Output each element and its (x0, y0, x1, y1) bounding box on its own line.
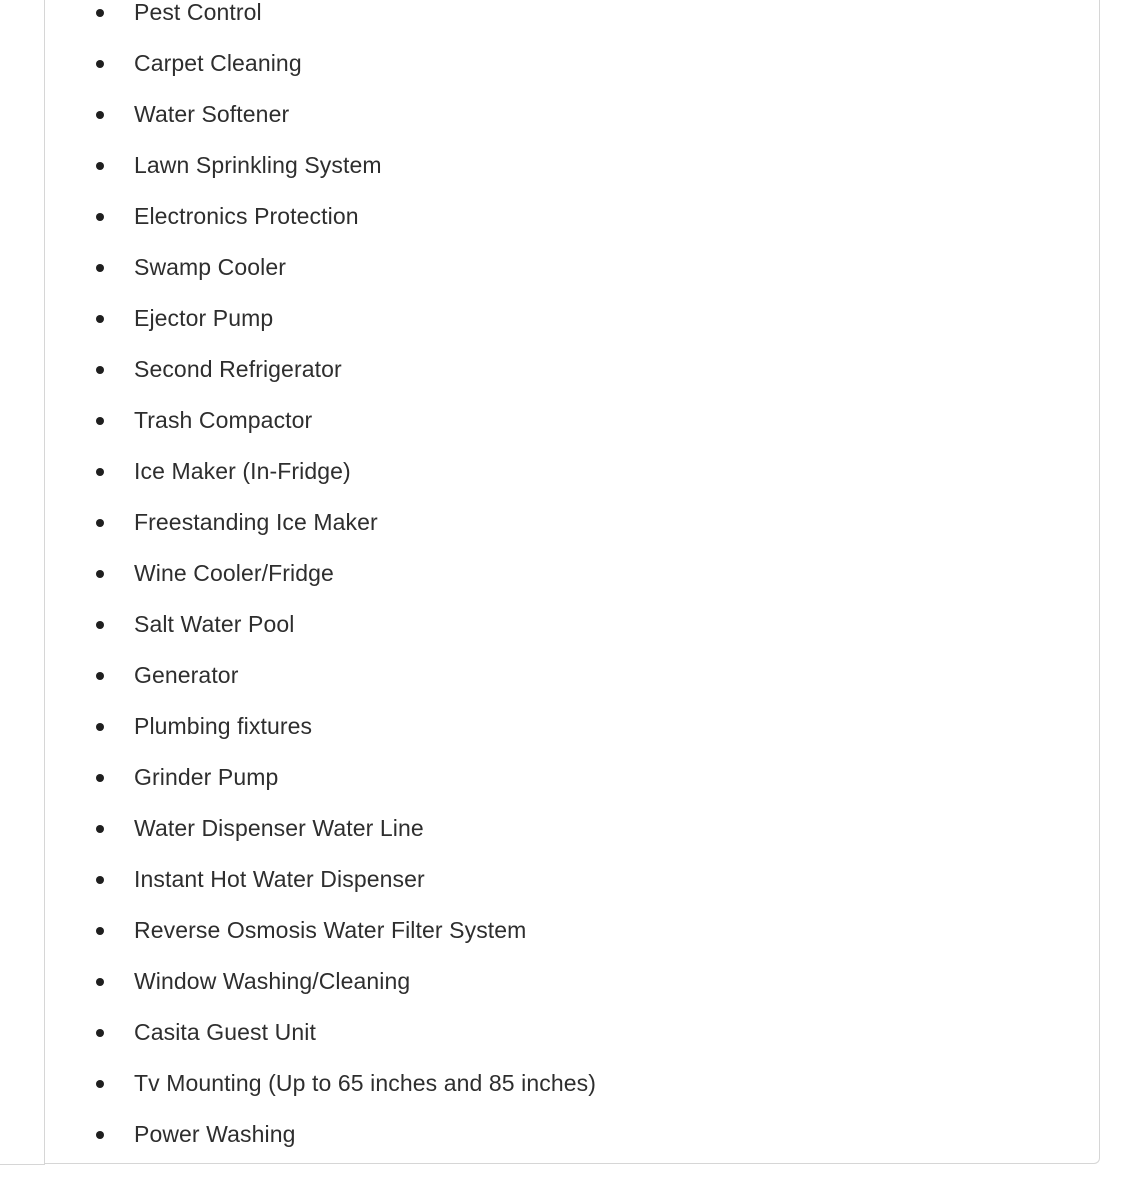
list-item-label: Plumbing fixtures (134, 713, 313, 739)
bullet-icon (96, 213, 104, 221)
list-item-label: Electronics Protection (134, 203, 359, 229)
bullet-icon (96, 1029, 104, 1037)
list-item-label: Swamp Cooler (134, 254, 287, 280)
bullet-icon (96, 519, 104, 527)
list-item-label: Lawn Sprinkling System (134, 152, 382, 178)
bullet-icon (96, 927, 104, 935)
bullet-icon (96, 60, 104, 68)
list-item-label: Water Softener (134, 101, 290, 127)
bullet-icon (96, 774, 104, 782)
bullet-icon (96, 417, 104, 425)
list-item-label: Power Washing (134, 1121, 296, 1147)
list-item-label: Ice Maker (In-Fridge) (134, 458, 351, 484)
list-item-label: Casita Guest Unit (134, 1019, 316, 1045)
list-item-label: Instant Hot Water Dispenser (134, 866, 425, 892)
bullet-icon (96, 621, 104, 629)
content-card (44, 0, 1100, 1164)
list-item-label: Pest Control (134, 0, 262, 25)
list-item-label: Reverse Osmosis Water Filter System (134, 917, 527, 943)
bullet-icon (96, 162, 104, 170)
list-item-label: Salt Water Pool (134, 611, 295, 637)
list-item-label: Generator (134, 662, 239, 688)
list-item-label: Trash Compactor (134, 407, 313, 433)
bullet-icon (96, 723, 104, 731)
list-item-label: Second Refrigerator (134, 356, 342, 382)
list-item-label: Window Washing/Cleaning (134, 968, 411, 994)
bullet-icon (96, 111, 104, 119)
list-item-label: Freestanding Ice Maker (134, 509, 378, 535)
bullet-icon (96, 876, 104, 884)
bullet-icon (96, 825, 104, 833)
list-item-label: Grinder Pump (134, 764, 279, 790)
list-item-label: Ejector Pump (134, 305, 274, 331)
list-item-label: Tv Mounting (Up to 65 inches and 85 inches) (134, 1070, 596, 1096)
bullet-icon (96, 9, 104, 17)
bullet-icon (96, 570, 104, 578)
bullet-icon (96, 468, 104, 476)
bullet-icon (96, 978, 104, 986)
bullet-icon (96, 1131, 104, 1139)
bullet-icon (96, 672, 104, 680)
list-item-label: Water Dispenser Water Line (134, 815, 424, 841)
bullet-icon (96, 366, 104, 374)
bullet-icon (96, 1080, 104, 1088)
bullet-icon (96, 315, 104, 323)
bullet-icon (96, 264, 104, 272)
divider (0, 1164, 45, 1165)
list-item-label: Carpet Cleaning (134, 50, 302, 76)
list-item-label: Wine Cooler/Fridge (134, 560, 334, 586)
